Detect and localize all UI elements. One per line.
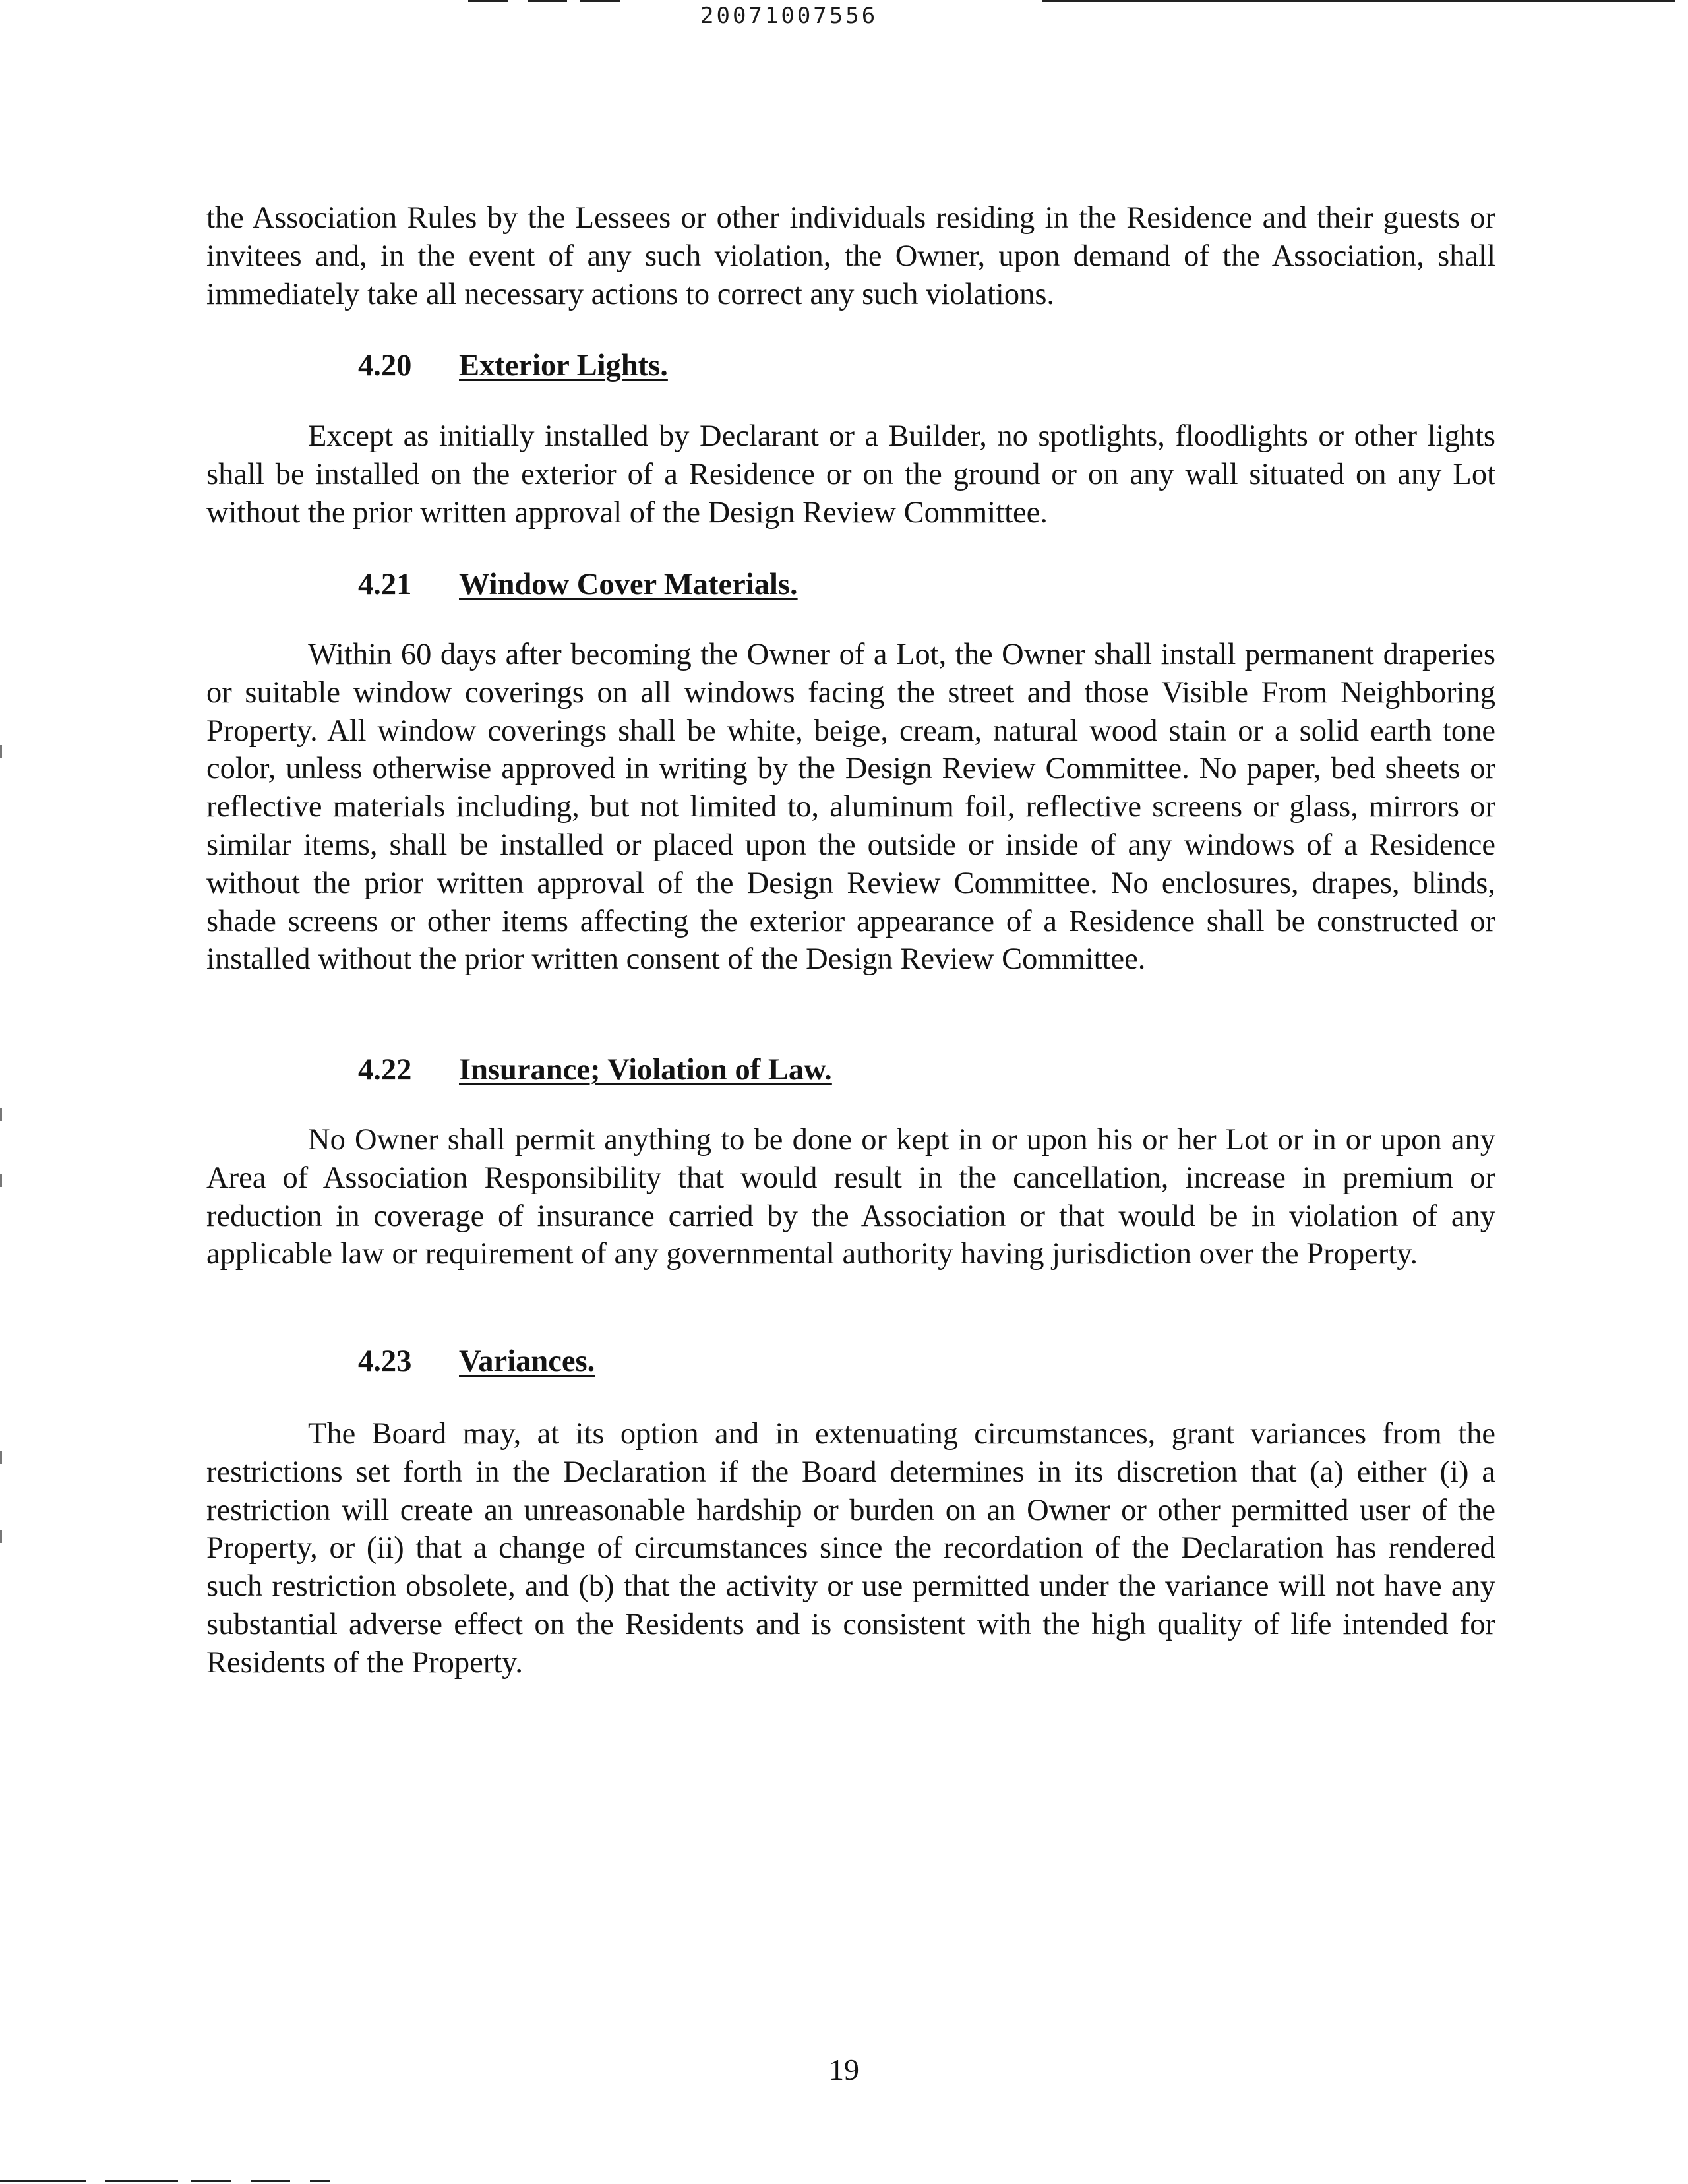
section-title: Exterior Lights. — [459, 349, 668, 382]
section-number: 4.21 — [358, 568, 412, 601]
scan-edge-line — [0, 2180, 86, 2182]
scan-edge-line — [468, 0, 508, 2]
scan-edge-line — [106, 2180, 178, 2182]
continuation-paragraph — [206, 199, 1495, 313]
scan-edge-line — [310, 2180, 330, 2182]
exterior-lights-paragraph — [206, 417, 1495, 531]
document-number: 20071007556 — [700, 3, 878, 29]
scan-edge-line — [251, 2180, 290, 2182]
section-title: Variances. — [459, 1345, 595, 1378]
scan-edge-line — [1042, 0, 1675, 2]
section-number: 4.23 — [358, 1345, 412, 1378]
variances-paragraph — [206, 1415, 1495, 1682]
paragraph-text: The Board may, at its option and in extenuating circumstances, grant variances from the restrictions set forth in the Declaration if the Board determines in its discretion that (a) either (i) a restriction will create an unreasonable hardship or burden on an Owner or other permitted user of the Property, or (ii) that a change of circumstances since the recordation of the Declaration has rendered such restriction obsolete, and (b) that the activity or use permitted under the variance will not have any substantial adverse effect on the Residents and is consistent with the high quality of life intended for Residents of the Property. — [206, 1417, 1495, 1680]
section-heading-4-23 — [358, 1343, 595, 1381]
margin-tick — [0, 745, 2, 758]
margin-tick — [0, 1174, 2, 1187]
insurance-paragraph — [206, 1121, 1495, 1273]
page-number: 19 — [829, 2053, 859, 2086]
paragraph-text: No Owner shall permit anything to be done or kept in or upon his or her Lot or in or upon any Area of Association Responsibility that would result in the cancellation, increase in premium or reduction in coverage of insurance carried by the Association or that would be in violation of any applicable law or requirement of any governmental authority having jurisdiction over the Property. — [206, 1123, 1495, 1271]
margin-tick — [0, 1108, 2, 1121]
section-heading-4-20 — [358, 347, 668, 385]
paragraph-text: the Association Rules by the Lessees or other individuals residing in the Residence and their guests or invitees and, in the event of any such violation, the Owner, upon demand of the Association, shall immediately take all necessary actions to correct any such violations. — [206, 201, 1495, 311]
section-number: 4.20 — [358, 349, 412, 382]
scan-edge-line — [580, 0, 620, 2]
section-heading-4-22 — [358, 1051, 832, 1089]
margin-tick — [0, 1530, 2, 1543]
section-heading-4-21 — [358, 566, 798, 604]
scan-edge-line — [528, 0, 567, 2]
section-title: Window Cover Materials. — [459, 568, 798, 601]
margin-tick — [0, 1451, 2, 1464]
scan-edge-line — [191, 2180, 231, 2182]
section-number: 4.22 — [358, 1053, 412, 1087]
paragraph-text: Except as initially installed by Declarant or a Builder, no spotlights, floodlights or other lights shall be installed on the exterior of a Residence or on the ground or on any wall situated on any Lot without the prior written approval of the Design Review Committee. — [206, 419, 1495, 530]
section-title: Insurance; Violation of Law. — [459, 1053, 832, 1087]
window-cover-paragraph — [206, 636, 1495, 979]
paragraph-text: Within 60 days after becoming the Owner of a Lot, the Owner shall install permanent draperies or suitable window coverings on all windows facing the street and those Visible From Neighboring Property. All window coverings shall be white, beige, cream, natural wood stain or a solid earth tone color, unless otherwise approved in writing by the Design Review Committee. No paper, bed sheets or reflective materials including, but not limited to, aluminum foil, reflective screens or glass, mirrors or similar items, shall be installed or placed upon the outside or inside of any windows of a Residence without the prior written approval of the Design Review Committee. No enclosures, drapes, blinds, shade screens or other items affecting the exterior appearance of a Residence shall be constructed or installed without the prior written consent of the Design Review Committee. — [206, 638, 1495, 977]
